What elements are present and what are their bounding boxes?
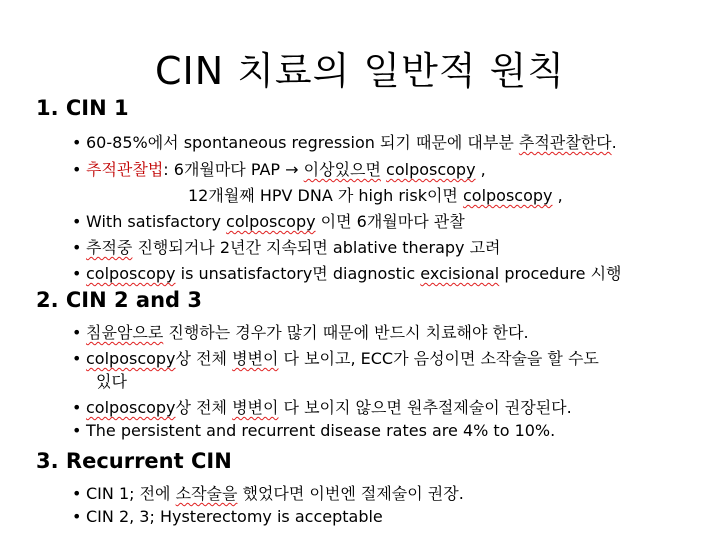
list-item: • colposcopy상 전체 병변이 다 보이지 않으면 원추절제술이 권장된다.: [72, 398, 572, 417]
page-title: CIN 치료의 일반적 원칙: [154, 49, 566, 93]
list-item: • The persistent and recurrent disease rates are 4% to 10%.: [72, 421, 556, 440]
bullet-icon: •: [72, 133, 82, 152]
bullet-icon: •: [72, 398, 82, 417]
list-item: • colposcopy상 전체 병변이 다 보이고, ECC가 음성이면 소작술을 할 수도: [72, 349, 599, 368]
bullet-icon: •: [72, 238, 82, 257]
list-item: • 침윤암으로 진행하는 경우가 많기 때문에 반드시 치료해야 한다.: [72, 323, 529, 342]
bullet-icon: •: [72, 507, 82, 526]
section-heading-recurrent: 3. Recurrent CIN: [36, 449, 232, 473]
list-item: • 추적중 진행되거나 2년간 지속되면 ablative therapy 고려: [72, 238, 501, 257]
section-heading-cin2-3: 2. CIN 2 and 3: [36, 288, 203, 312]
list-item: • colposcopy is unsatisfactory면 diagnostic excisional procedure 시행: [72, 264, 622, 283]
list-item: • 60-85%에서 spontaneous regression 되기 때문에 대부분 추적관찰한다.: [72, 133, 617, 152]
bullet-icon: •: [72, 264, 82, 283]
bullet-icon: •: [72, 160, 82, 179]
bullet-icon: •: [72, 212, 82, 231]
bullet-icon: •: [72, 484, 82, 503]
list-item-continuation: 있다: [96, 372, 127, 391]
list-item: • CIN 1; 전에 소작술을 했었다면 이번엔 절제술이 권장.: [72, 484, 464, 503]
section-heading-cin1: 1. CIN 1: [36, 96, 129, 120]
list-item: • With satisfactory colposcopy 이면 6개월마다 관찰: [72, 212, 465, 231]
bullet-icon: •: [72, 421, 82, 440]
list-item-continuation: 12개월째 HPV DNA 가 high risk이면 colposcopy ,: [188, 186, 563, 205]
list-item: • 추적관찰법: 6개월마다 PAP → 이상있으면 colposcopy ,: [72, 160, 486, 179]
bullet-icon: •: [72, 323, 82, 342]
bullet-icon: •: [72, 349, 82, 368]
list-item: • CIN 2, 3; Hysterectomy is acceptable: [72, 507, 383, 526]
